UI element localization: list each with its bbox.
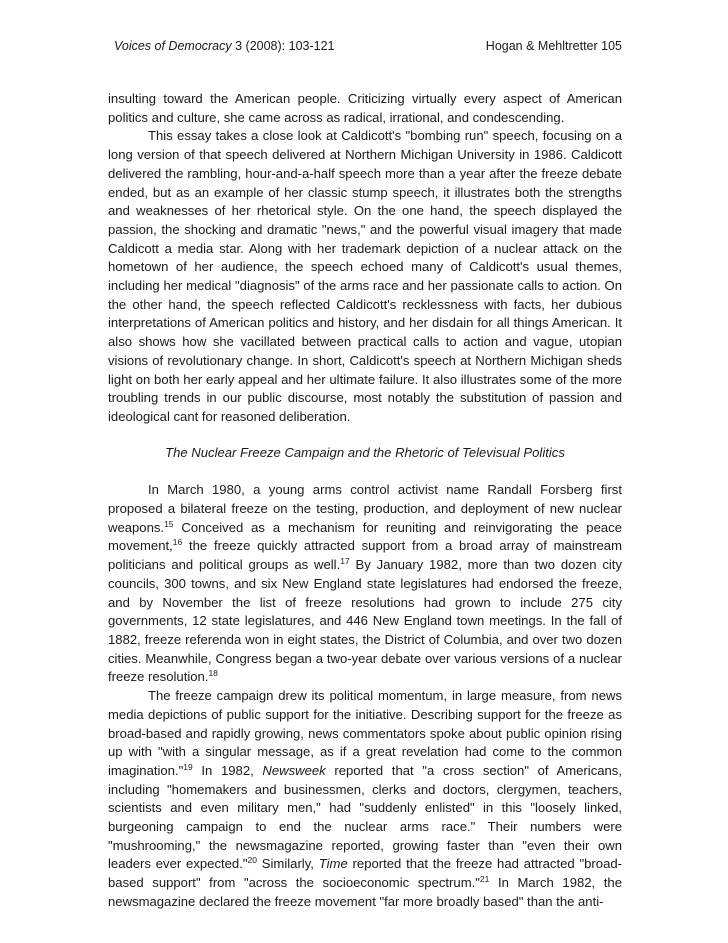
footnote-ref-19[interactable]: 19 (183, 761, 193, 772)
paragraph-4-text-d: Similarly, (256, 856, 319, 872)
paragraph-1: insulting toward the American people. Criticizing virtually every aspect of American politics and culture, she came across as radical, irrational, and condescending. (108, 91, 622, 125)
footnote-ref-16[interactable]: 16 (172, 537, 183, 548)
time-title: Time (318, 856, 348, 872)
document-page (108, 38, 622, 912)
paragraph-3-text-b: Conceived as a mechanism for reuniting and reinvigorating the peace movement, (108, 519, 622, 554)
paragraph-3-text-d: By January 1982, more than two dozen city councils, 300 towns, and six New England state legislatures had endorsed the freeze, and by November the list of freeze resolutions had grown to include 275 city governments, 12 state legislatures, and 446 New England town meetings. In the fall of 1882, freeze referenda won in eight states, the District of Columbia, and over two dozen cities. Meanwhile, Congress began a two-year debate over various versions of a nuclear freeze resolution. (108, 557, 622, 685)
article-body (108, 90, 622, 912)
section-heading: The Nuclear Freeze Campaign and the Rhetoric of Televisual Politics (165, 444, 565, 460)
footnote-ref-17[interactable]: 17 (340, 556, 350, 567)
volume-info: 3 (2008): 103-121 (231, 39, 335, 53)
paragraph-4-text-a: The freeze campaign drew its political momentum, in large measure, from news media depictions of public support for the initiative. Describing support for the freeze as broad-based and rapidly growing, news commentators spoke about public opinion rising up with "with a singular message, as if a great revelation had come to the common imagination." (108, 688, 622, 778)
footnote-ref-18[interactable]: 18 (208, 668, 218, 679)
paragraph-4-text-b: In 1982, (192, 762, 263, 778)
paragraph-4 (108, 687, 622, 911)
paragraph-4-text-e: reported that the freeze had attracted "broad-based support" from "across the socioeconomic spectrum." (108, 856, 622, 891)
journal-title: Voices of Democracy (114, 39, 232, 53)
newsweek-title: Newsweek (262, 762, 326, 778)
paragraph-3-text-a: In March 1980, a young arms control activist name Randall Forsberg first proposed a bilateral freeze on the testing, production, and deployment of new nuclear weapons. (108, 482, 622, 535)
footnote-ref-15[interactable]: 15 (164, 518, 174, 529)
journal-citation (114, 38, 335, 54)
paragraph-3-text-c: the freeze quickly attracted support from a broad array of mainstream politicians and political groups as well. (108, 538, 622, 573)
authors-page-number: Hogan & Mehltretter 105 (485, 39, 622, 53)
paragraph-4-text-c: reported that "a cross section" of Americans, including "homemakers and businessmen, clerks and doctors, clergymen, teachers, scientists and even military men," had "suddenly enlisted" in this "loosely linked, burgeoning campaign to end the nuclear arms race." Their numbers were "mushrooming," the newsmagazine reported, growing faster than "even their own leaders ever expected." (108, 762, 622, 872)
footnote-ref-21[interactable]: 21 (479, 874, 490, 885)
footnote-ref-20[interactable]: 20 (247, 855, 257, 866)
running-header (108, 38, 622, 54)
paragraph-3 (108, 481, 622, 687)
paragraph-4-text-f: In March 1982, the newsmagazine declared the freeze movement "far more broadly based" than the anti- (108, 875, 622, 909)
paragraph-2: This essay takes a close look at Caldicott's "bombing run" speech, focusing on a long version of that speech delivered at Northern Michigan University in 1986. Caldicott delivered the rambling, hour-and-a-half speech more than a year after the freeze debate ended, but as an example of her classic stump speech, it illustrates both the strengths and weaknesses of her rhetorical style. On the one hand, the speech displayed the passion, the shocking and dramatic "news," and the powerful visual imagery that made Caldicott a media star. Along with her trademark depiction of a nuclear attack on the hometown of her audience, the speech echoed many of Caldicott's usual themes, including her medical "diagnosis" of the arms race and her passionate calls to action. On the other hand, the speech reflected Caldicott's recklessness with facts, her dubious interpretations of American politics and history, and her disdain for all things American. It also shows how she vacillated between practical calls to action and vague, utopian visions of revolutionary change. In short, Caldicott's speech at Northern Michigan sheds light on both her early appeal and her ultimate failure. It also illustrates some of the more troubling trends in our public discourse, most notably the substitution of passion and ideological cant for reasoned deliberation. (108, 128, 622, 424)
